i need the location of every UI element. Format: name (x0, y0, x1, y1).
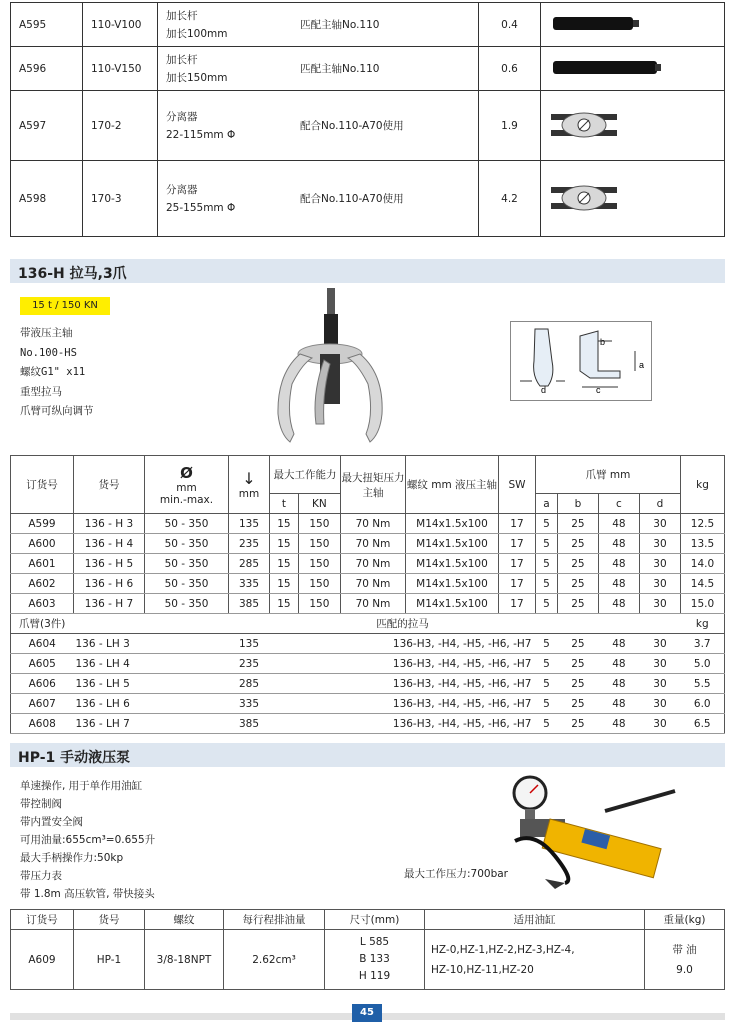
cell-c: 48 (598, 514, 639, 534)
col-jaw: 爪臂 mm (535, 456, 680, 494)
pump-cylinders (425, 930, 645, 990)
cell-order: A606 (11, 674, 74, 694)
order-number: A595 (11, 3, 83, 47)
description (158, 91, 293, 161)
model-number: 110-V100 (83, 3, 158, 47)
cell-c: 48 (598, 654, 639, 674)
cell-d: 30 (639, 714, 680, 734)
item-detail: 25-155mm Φ (166, 201, 236, 214)
accessory-row (11, 3, 725, 47)
diameter-range: min.-max. (159, 493, 214, 506)
section-title-puller: 136-H 拉马,3爪 (18, 266, 127, 282)
cell-model: 136 - H 5 (74, 554, 145, 574)
cell-torque: 70 Nm (340, 534, 405, 554)
cell-a: 5 (535, 534, 557, 554)
col-kg: kg (681, 456, 725, 514)
separator-icon (549, 175, 619, 219)
feature-item: 带 1.8m 高压软管, 带快接头 (20, 888, 155, 900)
compatibility-note: 配合No.110-A70使用 (292, 91, 479, 161)
cell-b: 25 (557, 534, 598, 554)
pump-order: A609 (11, 930, 74, 990)
jaw-header-kg: kg (681, 614, 725, 634)
cell-stroke: 385 (229, 714, 270, 734)
cell-b: 25 (557, 714, 598, 734)
feature-list-puller (20, 324, 94, 422)
feature-item: 最大手柄操作力:50kp (20, 852, 124, 864)
cell-torque: 70 Nm (340, 574, 405, 594)
pump-col-header: 尺寸(mm) (325, 910, 425, 930)
pump-col-header: 货号 (74, 910, 145, 930)
order-number: A597 (11, 91, 83, 161)
cell-range: 50 - 350 (145, 574, 229, 594)
jaw-row (11, 694, 725, 714)
separator-icon (549, 102, 619, 146)
cell-a: 5 (535, 554, 557, 574)
pump-spec-table (10, 909, 725, 990)
product-image (541, 3, 725, 47)
jaw-header-row (11, 614, 725, 634)
diagram-label-b: b (600, 337, 606, 347)
cell-kn: 150 (298, 534, 340, 554)
weight: 0.4 (479, 3, 541, 47)
product-image (541, 47, 725, 91)
cell-kg: 14.0 (681, 554, 725, 574)
rating-badge: 15 t / 150 KN (20, 297, 110, 315)
cell-c: 48 (598, 594, 639, 614)
feature-item: 单速操作, 用于单作用油缸 (20, 780, 143, 792)
cell-order: A605 (11, 654, 74, 674)
cell-model: 136 - LH 6 (74, 694, 145, 714)
pump-displacement: 2.62cm³ (224, 930, 325, 990)
max-pressure-note: 最大工作压力:700bar (404, 868, 508, 880)
cell-order: A599 (11, 514, 74, 534)
cell-torque: 70 Nm (340, 514, 405, 534)
stroke-mm: mm (238, 488, 260, 500)
cell-b: 25 (557, 634, 598, 654)
col-order: 订货号 (11, 456, 74, 514)
col-t: t (270, 494, 299, 514)
accessory-row (11, 161, 725, 237)
cell-d: 30 (639, 514, 680, 534)
cell-a: 5 (535, 654, 557, 674)
cell-torque: 70 Nm (340, 554, 405, 574)
item-name: 加长杆 (166, 9, 198, 22)
cell-model: 136 - H 6 (74, 574, 145, 594)
jaw-row (11, 674, 725, 694)
table-row (11, 554, 725, 574)
col-d: d (639, 494, 680, 514)
accessory-row (11, 47, 725, 91)
cell-c: 48 (598, 634, 639, 654)
cell-d: 30 (639, 634, 680, 654)
section-title-pump: HP-1 手动液压泵 (18, 750, 131, 766)
cell-b: 25 (557, 554, 598, 574)
cell-model: 136 - H 7 (74, 594, 145, 614)
cell-a: 5 (535, 694, 557, 714)
pump-col-header: 适用油缸 (425, 910, 645, 930)
cell-b: 25 (557, 594, 598, 614)
cell-empty (145, 714, 229, 734)
cell-stroke: 235 (229, 654, 270, 674)
down-arrow-icon: ↓ (242, 469, 256, 488)
cell-match: 136-H3, -H4, -H5, -H6, -H7 (270, 714, 536, 734)
feature-list-pump (20, 777, 155, 903)
cell-t: 15 (270, 574, 299, 594)
cell-kg: 15.0 (681, 594, 725, 614)
cell-thread: M14x1.5x100 (405, 554, 498, 574)
cell-thread: M14x1.5x100 (405, 514, 498, 534)
cell-stroke: 335 (229, 694, 270, 714)
page-number: 45 (352, 1004, 382, 1022)
cell-kn: 150 (298, 594, 340, 614)
cell-a: 5 (535, 514, 557, 534)
product-image (541, 161, 725, 237)
col-c: c (598, 494, 639, 514)
cell-torque: 70 Nm (340, 594, 405, 614)
cell-kn: 150 (298, 574, 340, 594)
jaw-row (11, 654, 725, 674)
cell-t: 15 (270, 554, 299, 574)
diameter-mm: mm (176, 481, 197, 494)
cell-order: A604 (11, 634, 74, 654)
pump-col-header: 订货号 (11, 910, 74, 930)
cell-model: 136 - LH 7 (74, 714, 145, 734)
cell-stroke: 335 (229, 574, 270, 594)
cell-a: 5 (535, 634, 557, 654)
cell-a: 5 (535, 594, 557, 614)
model-number: 170-3 (83, 161, 158, 237)
cell-a: 5 (535, 674, 557, 694)
dim-h: H 119 (358, 970, 391, 982)
cell-stroke: 135 (229, 514, 270, 534)
weight: 4.2 (479, 161, 541, 237)
cell-stroke: 285 (229, 554, 270, 574)
cell-thread: M14x1.5x100 (405, 574, 498, 594)
cell-kg: 6.5 (681, 714, 725, 734)
item-name: 加长杆 (166, 53, 198, 66)
cell-b: 25 (557, 574, 598, 594)
cell-t: 15 (270, 514, 299, 534)
cell-sw: 17 (498, 594, 535, 614)
weight-value: 9.0 (676, 963, 693, 976)
cell-match: 136-H3, -H4, -H5, -H6, -H7 (270, 674, 536, 694)
feature-item: 带压力表 (20, 870, 62, 882)
compatibility-note: 匹配主轴No.110 (292, 47, 479, 91)
pump-col-header: 螺纹 (145, 910, 224, 930)
cell-match: 136-H3, -H4, -H5, -H6, -H7 (270, 654, 536, 674)
diagram-label-d: d (541, 385, 547, 395)
cell-stroke: 135 (229, 634, 270, 654)
cell-order: A608 (11, 714, 74, 734)
diagram-label-c: c (596, 385, 601, 395)
col-b: b (557, 494, 598, 514)
cell-t: 15 (270, 594, 299, 614)
cell-kn: 150 (298, 554, 340, 574)
item-detail: 22-115mm Φ (166, 128, 236, 141)
model-number: 170-2 (83, 91, 158, 161)
table-row (11, 574, 725, 594)
cell-c: 48 (598, 534, 639, 554)
col-kn: KN (298, 494, 340, 514)
feature-item: 爪臂可纵向调节 (20, 405, 94, 417)
cell-model: 136 - H 4 (74, 534, 145, 554)
pump-model: HP-1 (74, 930, 145, 990)
cell-kg: 14.5 (681, 574, 725, 594)
cell-kn: 150 (298, 514, 340, 534)
item-detail: 加长150mm (166, 71, 228, 84)
compatibility-note: 配合No.110-A70使用 (292, 161, 479, 237)
cell-b: 25 (557, 654, 598, 674)
cell-stroke: 285 (229, 674, 270, 694)
table-row (11, 534, 725, 554)
feature-item: 带内置安全阀 (20, 816, 83, 828)
cell-c: 48 (598, 574, 639, 594)
table-row (11, 594, 725, 614)
puller-image (272, 284, 392, 449)
cell-range: 50 - 350 (145, 514, 229, 534)
cell-b: 25 (557, 674, 598, 694)
dim-l: L 585 (359, 936, 390, 948)
cell-sw: 17 (498, 554, 535, 574)
jaw-row (11, 634, 725, 654)
col-stroke (229, 456, 270, 514)
diagram-label-a: a (639, 360, 645, 370)
description (158, 161, 293, 237)
cell-model: 136 - LH 5 (74, 674, 145, 694)
order-number: A596 (11, 47, 83, 91)
cell-thread: M14x1.5x100 (405, 534, 498, 554)
cell-kg: 5.5 (681, 674, 725, 694)
cell-match: 136-H3, -H4, -H5, -H6, -H7 (270, 634, 536, 654)
cell-empty (145, 694, 229, 714)
cell-order: A602 (11, 574, 74, 594)
table-row (11, 514, 725, 534)
jaw-dimension-diagram (510, 321, 652, 401)
feature-item: 可用油量:655cm³=0.655升 (20, 834, 156, 846)
cell-d: 30 (639, 654, 680, 674)
item-name: 分离器 (166, 183, 198, 196)
cell-d: 30 (639, 674, 680, 694)
cell-a: 5 (535, 574, 557, 594)
col-torque: 最大扭矩压力主轴 (340, 456, 405, 514)
pump-dimensions (325, 930, 425, 990)
cell-match: 136-H3, -H4, -H5, -H6, -H7 (270, 694, 536, 714)
product-image (541, 91, 725, 161)
cell-empty (145, 654, 229, 674)
col-model: 货号 (74, 456, 145, 514)
description (158, 3, 293, 47)
pump-thread: 3/8-18NPT (145, 930, 224, 990)
cell-thread: M14x1.5x100 (405, 594, 498, 614)
feature-item: No.100-HS (20, 346, 77, 359)
cell-range: 50 - 350 (145, 594, 229, 614)
col-diameter (145, 456, 229, 514)
accessory-row (11, 91, 725, 161)
weight: 0.6 (479, 47, 541, 91)
compatibility-note: 匹配主轴No.110 (292, 3, 479, 47)
col-capacity: 最大工作能力 (270, 456, 341, 494)
cell-c: 48 (598, 674, 639, 694)
item-name: 分离器 (166, 110, 198, 123)
order-number: A598 (11, 161, 83, 237)
cell-c: 48 (598, 694, 639, 714)
description (158, 47, 293, 91)
cell-kg: 6.0 (681, 694, 725, 714)
cell-d: 30 (639, 574, 680, 594)
diameter-symbol: Ø (180, 463, 193, 482)
weight: 1.9 (479, 91, 541, 161)
cell-kg: 3.7 (681, 634, 725, 654)
cell-b: 25 (557, 514, 598, 534)
cell-order: A601 (11, 554, 74, 574)
pump-weight (645, 930, 725, 990)
accessory-table (10, 2, 725, 237)
jaw-header-label: 爪臂(3件) (11, 614, 270, 634)
feature-item: 带液压主轴 (20, 327, 73, 339)
pump-col-header: 每行程排油量 (224, 910, 325, 930)
cell-kg: 12.5 (681, 514, 725, 534)
cell-empty (145, 634, 229, 654)
cell-a: 5 (535, 714, 557, 734)
jaw-header-empty (535, 614, 680, 634)
cell-stroke: 235 (229, 534, 270, 554)
pump-col-header: 重量(kg) (645, 910, 725, 930)
col-thread: 螺纹 mm 液压主轴 (405, 456, 498, 514)
cell-model: 136 - H 3 (74, 514, 145, 534)
pump-image (505, 771, 685, 891)
cell-model: 136 - LH 4 (74, 654, 145, 674)
model-number: 110-V150 (83, 47, 158, 91)
cell-sw: 17 (498, 574, 535, 594)
feature-item: 带控制阀 (20, 798, 62, 810)
cell-sw: 17 (498, 534, 535, 554)
weight-oil: 带 油 (672, 943, 697, 956)
cylinders-line1: HZ-0,HZ-1,HZ-2,HZ-3,HZ-4, (431, 943, 575, 956)
cell-kg: 5.0 (681, 654, 725, 674)
cylinders-line2: HZ-10,HZ-11,HZ-20 (431, 963, 534, 976)
cell-c: 48 (598, 554, 639, 574)
extension-rod-icon (549, 57, 661, 77)
cell-t: 15 (270, 534, 299, 554)
cell-order: A603 (11, 594, 74, 614)
col-sw: SW (498, 456, 535, 514)
cell-d: 30 (639, 534, 680, 554)
item-detail: 加长100mm (166, 27, 228, 40)
dim-b: B 133 (359, 953, 390, 965)
cell-d: 30 (639, 594, 680, 614)
extension-rod-icon (549, 13, 661, 33)
cell-b: 25 (557, 694, 598, 714)
cell-kg: 13.5 (681, 534, 725, 554)
cell-order: A607 (11, 694, 74, 714)
puller-spec-table (10, 455, 725, 734)
cell-d: 30 (639, 554, 680, 574)
jaw-header-match: 匹配的拉马 (270, 614, 536, 634)
feature-item: 螺纹G1" x11 (20, 366, 86, 378)
cell-stroke: 385 (229, 594, 270, 614)
col-a: a (535, 494, 557, 514)
cell-range: 50 - 350 (145, 554, 229, 574)
cell-empty (145, 674, 229, 694)
cell-sw: 17 (498, 514, 535, 534)
cell-model: 136 - LH 3 (74, 634, 145, 654)
feature-item: 重型拉马 (20, 385, 62, 398)
cell-order: A600 (11, 534, 74, 554)
cell-range: 50 - 350 (145, 534, 229, 554)
cell-d: 30 (639, 694, 680, 714)
cell-c: 48 (598, 714, 639, 734)
jaw-row (11, 714, 725, 734)
